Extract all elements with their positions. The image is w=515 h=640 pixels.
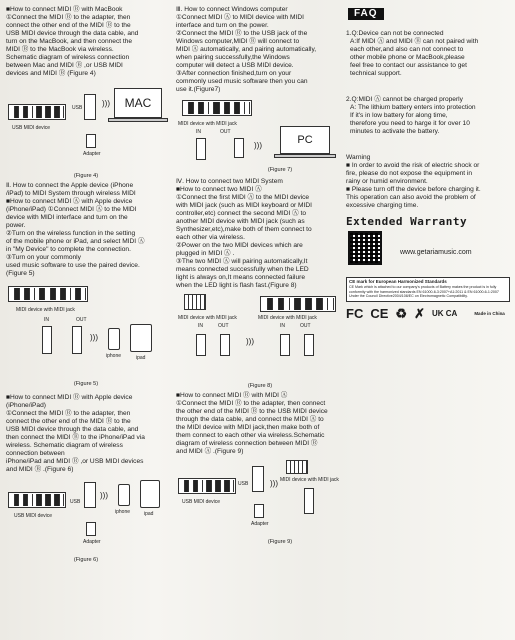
faq-q2: 2.Q:MIDI Ⓐ cannot be charged properly xyxy=(346,96,463,103)
faq-q1: 1.Q:Device can not be connected xyxy=(346,30,444,37)
adapter-icon xyxy=(254,504,264,518)
fig7-out-label: OUT xyxy=(220,129,231,135)
instruction-line: MIDI Ⓐ automatically, and pairing automatically, xyxy=(176,46,317,53)
ce-title: CE mark for European Harmonized Standards xyxy=(349,279,447,284)
warning-title: Warning xyxy=(346,154,371,161)
ce-mark-icon: CE xyxy=(370,305,389,321)
fig9-usb-label: USB xyxy=(238,481,249,487)
faq-answer-line: A: The lithium battery enters into protection xyxy=(350,104,476,111)
wireless-icon: ))) xyxy=(270,479,278,488)
fig4-caption: (Figure 4) xyxy=(73,173,99,179)
fig5-device-label: MIDI device with MIDI jack xyxy=(16,307,75,313)
instruction-line: and MIDI Ⓑ .(Figure 6) xyxy=(6,466,74,473)
instruction-line: ②Connect the MIDI Ⓑ to the USB jack of the xyxy=(176,30,308,37)
instruction-line: ②Turn on the wireless function in the setting xyxy=(6,230,136,237)
wireless-icon: ))) xyxy=(254,141,262,150)
figure-8 xyxy=(176,294,344,390)
midi-a-dongle-right xyxy=(280,334,290,356)
ipad-icon xyxy=(140,480,160,508)
fig6-adapter-label: Adapter xyxy=(83,539,101,545)
wireless-icon: ))) xyxy=(102,99,110,108)
usb-midi-keyboard xyxy=(8,104,66,120)
certification-marks xyxy=(346,305,510,321)
weee-bin-icon: ✗ xyxy=(414,305,425,321)
figure-5 xyxy=(6,282,166,392)
fig7-in-label: IN xyxy=(196,129,201,135)
qr-code xyxy=(348,231,382,265)
column-right xyxy=(346,6,510,321)
faq-answer-line: other mobile phone or MacBook,please xyxy=(350,54,465,61)
instruction-line: (Figure 5) xyxy=(6,270,35,277)
fcc-mark-icon: FC xyxy=(346,305,364,321)
fig6-device-label: USB MIDI device xyxy=(14,513,53,519)
instruction-line: Ⅱ. How to connect the Apple device (iPhone xyxy=(6,182,134,189)
instruction-line: ■How to connect MIDI Ⓑ with MIDI Ⓐ xyxy=(176,392,288,399)
ipad-icon xyxy=(130,324,152,352)
instruction-line: connect the other end of the MIDI Ⓑ to the xyxy=(6,418,131,425)
instruction-line: turn on the MacBook, and then connect the xyxy=(6,38,133,45)
fig4-device-label: USB MIDI device xyxy=(12,125,51,131)
instruction-line: light is always on,It means connected failure xyxy=(176,274,306,281)
instruction-line: and MIDI Ⓐ .(Figure 9) xyxy=(176,448,244,455)
midi-a-dongle-left xyxy=(196,334,206,356)
fig8-out-label-right: OUT xyxy=(300,323,311,329)
instruction-line: ①Connect MIDI Ⓐ to MIDI device with MIDI xyxy=(176,14,304,21)
instruction-line: connection between xyxy=(6,450,65,457)
fig9-caption: (Figure 9) xyxy=(267,539,293,545)
pc-screen: PC xyxy=(280,126,330,154)
fig4-usb-label: USB xyxy=(72,105,83,111)
instruction-line: ①Connect the MIDI Ⓑ to the adapter, then xyxy=(6,410,131,417)
fig8-in-label-right: IN xyxy=(280,323,285,329)
accordion-icon xyxy=(184,294,206,310)
instruction-line: diagram of wireless connection between MIDI Ⓑ xyxy=(176,440,318,447)
faq-answer-line: each other,and also can not connect to xyxy=(350,46,464,53)
instruction-line: computer will detect a USB MIDI device. xyxy=(176,62,294,69)
warning-line: rainy or humid environment. xyxy=(346,178,428,185)
made-in-label: Made in China xyxy=(474,310,505,316)
instruction-line: ■How to connect MIDI Ⓐ with Apple device xyxy=(6,198,133,205)
midi-b-dongle xyxy=(252,466,264,492)
midi-keyboard xyxy=(260,296,336,312)
faq-heading: FAQ xyxy=(348,8,384,20)
column-middle xyxy=(176,6,344,548)
fig5-caption: (Figure 5) xyxy=(73,381,99,387)
instruction-line: with MIDI jack (such as MIDI keyboard or MIDI xyxy=(176,202,312,209)
midi-b-dongle xyxy=(234,138,244,158)
instruction-line: (iPhone/iPad) ①Connect MIDI Ⓐ to the MIDI xyxy=(6,206,137,213)
fig9-device-left-label: USB MIDI device xyxy=(182,499,221,505)
instruction-line: MIDI Ⓑ to the MacBook via wireless. xyxy=(6,46,114,53)
fig5-out-label: OUT xyxy=(76,317,87,323)
instruction-line: between Mac and MIDI Ⓑ ,or USB MIDI xyxy=(6,62,123,69)
usb-midi-keyboard xyxy=(178,478,236,494)
instruction-line: (iPhone/iPad) xyxy=(6,402,46,409)
recycle-icon: ♻ xyxy=(395,305,408,321)
midi-keyboard xyxy=(182,100,252,116)
faq-a1 xyxy=(346,38,510,78)
instruction-line: devices and MIDI Ⓑ (Figure 4) xyxy=(6,70,96,77)
macbook-screen: MAC xyxy=(114,88,162,118)
instruction-line: each other via wireless. xyxy=(176,234,245,241)
instruction-line: another MIDI device with MIDI jack (such as xyxy=(176,218,305,225)
instruction-line: Ⅲ. How to connect Windows computer xyxy=(176,6,288,13)
figure-7 xyxy=(176,98,344,176)
column-left xyxy=(6,6,166,566)
faq-answer-line: technical support. xyxy=(350,70,402,77)
pc-base xyxy=(274,154,336,158)
midi-a-in-dongle xyxy=(42,326,52,354)
warning-line: fire, please do not expose the equipment in xyxy=(346,170,473,177)
instruction-line: Schematic diagram of wireless connection xyxy=(6,54,130,61)
instruction-line: when pairing successfully,the Windows xyxy=(176,54,290,61)
fig9-adapter-label: Adapter xyxy=(251,521,269,527)
instruction-line: ③After connection finished,turn on your xyxy=(176,70,292,77)
instruction-line: plugged in MIDI Ⓐ . xyxy=(176,250,235,257)
figure-6 xyxy=(6,478,166,564)
instruction-line: Synthesizer,etc),make both of them connect to xyxy=(176,226,312,233)
midi-a-dongle xyxy=(304,488,314,514)
instruction-line: Ⅳ. How to connect two MIDI System xyxy=(176,178,283,185)
ce-notice xyxy=(346,277,510,302)
instruction-line: use it.(Figure7) xyxy=(176,86,221,93)
fig7-device-label: MIDI device with MIDI jack xyxy=(178,121,237,127)
warning-line: This operation can also avoid the problem of xyxy=(346,194,476,201)
faq-answer-line: If it's in low battery for along time, xyxy=(350,112,448,119)
faq-answer-line: feel free to contact our assistance to get xyxy=(350,62,467,69)
section-apple-midi-b xyxy=(6,394,166,474)
instruction-line: power. xyxy=(6,222,26,229)
midi-a-dongle xyxy=(196,138,206,160)
instruction-line: ①Connect the first MIDI Ⓐ to the MIDI device xyxy=(176,194,310,201)
instruction-line: connect the other end of the MIDI Ⓑ to the xyxy=(6,22,131,29)
instruction-line: controller,etc) connect the second MIDI Ⓐ to xyxy=(176,210,307,217)
fig7-caption: (Figure 7) xyxy=(267,167,293,173)
instruction-line: then connect the MIDI Ⓑ to the iPhone/iPad via xyxy=(6,434,145,441)
fig5-ipad-label: ipad xyxy=(136,355,146,361)
instruction-line: ①Connect the MIDI Ⓑ to the adapter, then xyxy=(6,14,131,21)
instruction-line: ■How to connect MIDI Ⓑ with MacBook xyxy=(6,6,123,13)
instruction-line: iPhone/iPad and MIDI Ⓑ ,or USB MIDI devices xyxy=(6,458,144,465)
instruction-line: ①Connect the MIDI Ⓑ to the adapter, then connect xyxy=(176,400,326,407)
instruction-line: wireless. Schematic diagram of wireless xyxy=(6,442,123,449)
instruction-line: the other end of the MIDI Ⓑ to the USB MIDI device xyxy=(176,408,328,415)
instruction-line: ②Power on the two MIDI devices which are xyxy=(176,242,303,249)
midi-a-dongle-right-2 xyxy=(304,334,314,356)
faq-answer-line: minutes to activate the battery. xyxy=(350,128,440,135)
fig9-device-right-label: MIDI device with MIDI jack xyxy=(280,477,339,483)
figure-4 xyxy=(6,82,166,180)
midi-keyboard xyxy=(8,286,88,302)
fig8-caption: (Figure 8) xyxy=(247,383,273,389)
iphone-icon xyxy=(108,328,120,350)
instruction-line: device with MIDI interface and turn on the xyxy=(6,214,128,221)
instruction-line: through the data cable, and connect the MIDI Ⓐ to xyxy=(176,416,324,423)
instruction-line: ■How to connect MIDI Ⓑ with Apple device xyxy=(6,394,133,401)
fig8-in-label: IN xyxy=(198,323,203,329)
instruction-line: Windows computer,MIDI Ⓑ will connect to xyxy=(176,38,300,45)
adapter-icon xyxy=(86,522,96,536)
midi-a-out-dongle xyxy=(72,326,82,354)
instruction-line: ③The two MIDI Ⓐ will pairing automatically,It xyxy=(176,258,308,265)
section-windows xyxy=(176,6,344,94)
instruction-line: /iPad) to MIDI System through wireless MIDI xyxy=(6,190,136,197)
instruction-line: USB MIDI device through the data cable, and xyxy=(6,426,139,433)
section-apple-midi-a xyxy=(6,182,166,278)
faq-answer-line: A:If MIDI Ⓐ and MIDI Ⓑ can not paired with xyxy=(350,38,479,45)
iphone-icon xyxy=(118,484,130,506)
instruction-line: when the LED light is flash fast.(Figure 8) xyxy=(176,282,297,289)
warning-text xyxy=(346,162,510,210)
ukca-mark-icon: UK CA xyxy=(431,309,458,319)
fig6-ipad-label: ipad xyxy=(144,511,154,517)
instruction-line: of the mobile phone or iPad, and select MIDI Ⓐ xyxy=(6,238,145,245)
ce-text: CE Mark which is attached to our company's products of Battery makes the product is in fully conformity with the harmonized standards EN 61000-6-3:2007+A1:2011 & EN 61000-6-1:2007 Under the Council Directive2004/108/EC on Electromagnetic Compatibility. xyxy=(349,285,499,299)
midi-a-dongle-left-2 xyxy=(220,334,230,356)
wireless-icon: ))) xyxy=(90,333,98,342)
instruction-line: USB MIDI device through the data cable, and xyxy=(6,30,139,37)
macbook-base xyxy=(108,118,168,122)
fig8-device-left-label: MIDI device with MIDI jack xyxy=(178,315,237,321)
fig6-caption: (Figure 6) xyxy=(73,557,99,563)
adapter-icon xyxy=(86,134,96,148)
instruction-line: ■How to connect two MIDI Ⓐ xyxy=(176,186,262,193)
section-two-midi xyxy=(176,178,344,290)
instruction-line: used music software to use the paired device. xyxy=(6,262,140,269)
fig8-out-label: OUT xyxy=(218,323,229,329)
fig6-iphone-label: iphone xyxy=(115,509,131,515)
figure-9 xyxy=(176,460,344,546)
instruction-line: commonly used music software then you can xyxy=(176,78,308,85)
instruction-line: ③Turn on your commonly xyxy=(6,254,81,261)
fig4-adapter-label: Adapter xyxy=(83,151,101,157)
section-macbook xyxy=(6,6,166,78)
instruction-line: the MIDI device with MIDI jack,then make both of xyxy=(176,424,320,431)
fig6-usb-label: USB xyxy=(70,499,81,505)
fig8-device-right-label: MIDI device with MIDI jack xyxy=(258,315,317,321)
warning-line: excessive charging time. xyxy=(346,202,419,209)
faq-answer-line: therefore you need to harge it for over 10 xyxy=(350,120,470,127)
usb-midi-keyboard xyxy=(8,492,66,508)
wireless-icon: ))) xyxy=(246,337,254,346)
instruction-line: means connected successfully when the LED xyxy=(176,266,309,273)
accordion-icon xyxy=(286,460,308,474)
website-link[interactable]: www.getariamusic.com xyxy=(400,249,472,256)
wireless-icon: ))) xyxy=(100,491,108,500)
midi-b-dongle xyxy=(84,482,96,508)
instruction-line: them connect to each other via wireless.Schematic xyxy=(176,432,325,439)
warranty-block xyxy=(346,229,510,271)
instruction-line: interface and turn on the power. xyxy=(176,22,269,29)
midi-b-dongle xyxy=(84,94,96,120)
warranty-heading: Extended Warranty xyxy=(346,215,468,228)
fig5-in-label: IN xyxy=(44,317,49,323)
fig5-iphone-label: iphone xyxy=(106,353,122,359)
faq-a2 xyxy=(346,104,510,136)
warning-line: ■ Please turn off the device before charging it. xyxy=(346,186,481,193)
warning-line: ■ In order to avoid the risk of electric shock or xyxy=(346,162,480,169)
section-midi-b-with-a xyxy=(176,392,344,456)
instruction-line: in "My Device" to complete the connection. xyxy=(6,246,131,253)
